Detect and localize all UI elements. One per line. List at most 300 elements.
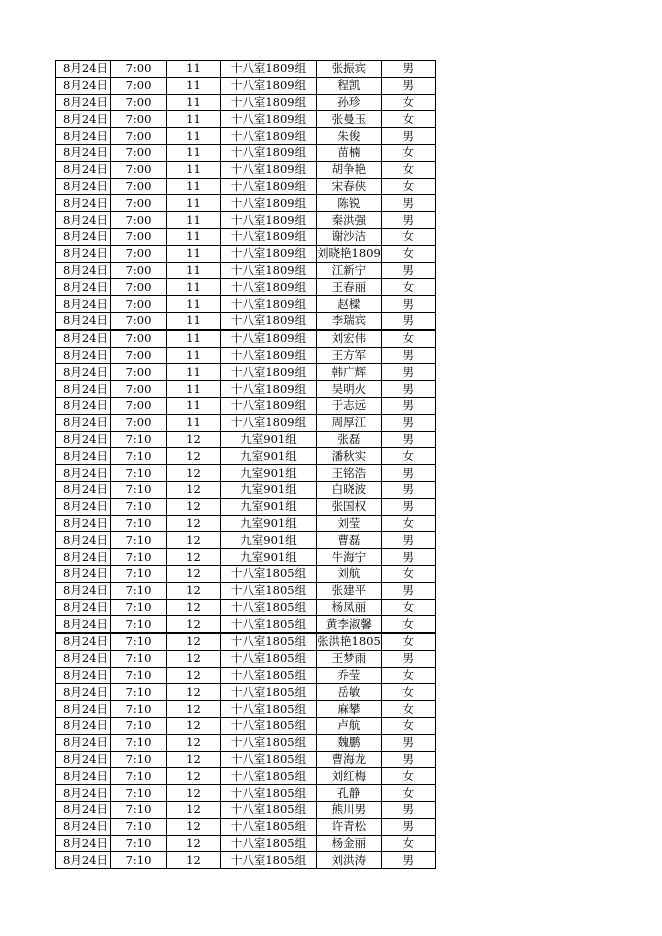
- date-cell: 8月24日: [56, 582, 111, 599]
- gender-cell: 男: [381, 397, 435, 414]
- table-row: [56, 650, 436, 667]
- table-row: [56, 144, 436, 161]
- team-cell: 九室901组: [221, 498, 317, 515]
- time-cell: 7:10: [111, 718, 167, 735]
- date-cell: 8月24日: [56, 498, 111, 515]
- table-row: [56, 330, 436, 347]
- team-cell: 十八室1809组: [221, 330, 317, 347]
- name-cell: 江新宁: [317, 262, 382, 279]
- gender-cell: 男: [381, 347, 435, 364]
- gender-cell: 女: [381, 667, 435, 684]
- team-cell: 十八室1809组: [221, 228, 317, 245]
- gender-cell: 女: [381, 565, 435, 582]
- name-cell: 黄李淑馨: [317, 616, 382, 633]
- time-cell: 7:10: [111, 431, 167, 448]
- team-cell: 十八室1809组: [221, 296, 317, 313]
- date-cell: 8月24日: [56, 835, 111, 852]
- date-cell: 8月24日: [56, 228, 111, 245]
- gender-cell: 女: [381, 768, 435, 785]
- team-cell: 十八室1809组: [221, 178, 317, 195]
- time-cell: 7:10: [111, 835, 167, 852]
- gender-cell: 男: [381, 498, 435, 515]
- group-number-cell: 11: [167, 397, 221, 414]
- group-number-cell: 12: [167, 515, 221, 532]
- time-cell: 7:00: [111, 77, 167, 94]
- table-row: [56, 111, 436, 128]
- date-cell: 8月24日: [56, 818, 111, 835]
- group-number-cell: 11: [167, 128, 221, 145]
- time-cell: 7:10: [111, 481, 167, 498]
- date-cell: 8月24日: [56, 650, 111, 667]
- date-cell: 8月24日: [56, 111, 111, 128]
- name-cell: 杨金丽: [317, 835, 382, 852]
- team-cell: 十八室1809组: [221, 347, 317, 364]
- gender-cell: 男: [381, 582, 435, 599]
- name-cell: 刘宏伟: [317, 330, 382, 347]
- table-row: [56, 818, 436, 835]
- name-cell: 王春丽: [317, 279, 382, 296]
- name-cell: 赵樑: [317, 296, 382, 313]
- time-cell: 7:00: [111, 279, 167, 296]
- time-cell: 7:10: [111, 515, 167, 532]
- gender-cell: 女: [381, 835, 435, 852]
- time-cell: 7:10: [111, 785, 167, 802]
- name-cell: 许青松: [317, 818, 382, 835]
- time-cell: 7:00: [111, 296, 167, 313]
- gender-cell: 男: [381, 312, 435, 329]
- gender-cell: 男: [381, 381, 435, 398]
- schedule-table: [55, 60, 436, 869]
- team-cell: 十八室1809组: [221, 161, 317, 178]
- name-cell: 张洪艳1805: [317, 634, 381, 649]
- team-cell: 十八室1809组: [221, 414, 317, 431]
- table-row: [56, 616, 436, 633]
- date-cell: 8月24日: [56, 212, 111, 229]
- date-cell: 8月24日: [56, 802, 111, 819]
- time-cell: 7:10: [111, 802, 167, 819]
- name-cell: 王方军: [317, 347, 382, 364]
- table-row: [56, 414, 436, 431]
- team-cell: 十八室1809组: [221, 212, 317, 229]
- time-cell: 7:10: [111, 852, 167, 869]
- date-cell: 8月24日: [56, 633, 111, 650]
- group-number-cell: 12: [167, 481, 221, 498]
- time-cell: 7:00: [111, 94, 167, 111]
- group-number-cell: 11: [167, 279, 221, 296]
- name-cell: 曹海龙: [317, 751, 382, 768]
- name-cell: 于志远: [317, 397, 382, 414]
- name-cell: 张曼玉: [317, 111, 382, 128]
- team-cell: 十八室1809组: [221, 77, 317, 94]
- gender-cell: 女: [381, 161, 435, 178]
- time-cell: 7:00: [111, 381, 167, 398]
- team-cell: 十八室1809组: [221, 195, 317, 212]
- team-cell: 十八室1805组: [221, 802, 317, 819]
- table-row: [56, 633, 436, 650]
- group-number-cell: 11: [167, 77, 221, 94]
- date-cell: 8月24日: [56, 448, 111, 465]
- group-number-cell: 11: [167, 296, 221, 313]
- time-cell: 7:10: [111, 616, 167, 633]
- group-number-cell: 12: [167, 599, 221, 616]
- table-row: [56, 582, 436, 599]
- group-number-cell: 12: [167, 431, 221, 448]
- name-cell: 卢航: [317, 718, 382, 735]
- table-row: [56, 296, 436, 313]
- group-number-cell: 12: [167, 701, 221, 718]
- group-number-cell: 12: [167, 785, 221, 802]
- table-row: [56, 397, 436, 414]
- name-cell: 刘莹: [317, 515, 382, 532]
- group-number-cell: 12: [167, 768, 221, 785]
- name-cell: 朱俊: [317, 128, 382, 145]
- date-cell: 8月24日: [56, 599, 111, 616]
- time-cell: 7:00: [111, 161, 167, 178]
- group-number-cell: 11: [167, 347, 221, 364]
- group-number-cell: 12: [167, 818, 221, 835]
- table-row: [56, 279, 436, 296]
- gender-cell: 女: [381, 785, 435, 802]
- group-number-cell: 11: [167, 228, 221, 245]
- date-cell: 8月24日: [56, 852, 111, 869]
- table-row: [56, 347, 436, 364]
- name-cell: 白晓波: [317, 481, 382, 498]
- date-cell: 8月24日: [56, 431, 111, 448]
- name-cell: 宋春侠: [317, 178, 382, 195]
- team-cell: 九室901组: [221, 532, 317, 549]
- gender-cell: 女: [381, 94, 435, 111]
- table-row: [56, 262, 436, 279]
- table-row: [56, 128, 436, 145]
- gender-cell: 女: [381, 144, 435, 161]
- team-cell: 十八室1809组: [221, 111, 317, 128]
- time-cell: 7:00: [111, 347, 167, 364]
- gender-cell: 男: [381, 852, 435, 869]
- team-cell: 十八室1805组: [221, 718, 317, 735]
- date-cell: 8月24日: [56, 616, 111, 633]
- group-number-cell: 12: [167, 633, 221, 650]
- group-number-cell: 11: [167, 111, 221, 128]
- team-cell: 九室901组: [221, 465, 317, 482]
- time-cell: 7:10: [111, 650, 167, 667]
- date-cell: 8月24日: [56, 312, 111, 329]
- name-cell: 杨凤丽: [317, 599, 382, 616]
- date-cell: 8月24日: [56, 128, 111, 145]
- group-number-cell: 11: [167, 364, 221, 381]
- time-cell: 7:00: [111, 61, 167, 78]
- table-row: [56, 195, 436, 212]
- group-number-cell: 12: [167, 835, 221, 852]
- team-cell: 九室901组: [221, 431, 317, 448]
- name-cell: 张国权: [317, 498, 382, 515]
- table-row: [56, 364, 436, 381]
- time-cell: 7:10: [111, 448, 167, 465]
- team-cell: 十八室1805组: [221, 599, 317, 616]
- team-cell: 十八室1805组: [221, 565, 317, 582]
- table-row: [56, 599, 436, 616]
- time-cell: 7:10: [111, 701, 167, 718]
- table-row: [56, 785, 436, 802]
- gender-cell: 女: [381, 515, 435, 532]
- gender-cell: 女: [381, 178, 435, 195]
- date-cell: 8月24日: [56, 565, 111, 582]
- name-cell: 岳敏: [317, 684, 382, 701]
- date-cell: 8月24日: [56, 532, 111, 549]
- gender-cell: 女: [381, 718, 435, 735]
- team-cell: 十八室1809组: [221, 397, 317, 414]
- date-cell: 8月24日: [56, 734, 111, 751]
- table-row: [56, 751, 436, 768]
- name-cell: 牛海宁: [317, 549, 382, 566]
- team-cell: 十八室1805组: [221, 684, 317, 701]
- gender-cell: 男: [381, 364, 435, 381]
- name-cell: 胡争艳: [317, 161, 382, 178]
- table-row: [56, 312, 436, 329]
- gender-cell: 男: [381, 77, 435, 94]
- team-cell: 十八室1805组: [221, 818, 317, 835]
- group-number-cell: 11: [167, 94, 221, 111]
- name-cell: 潘秋实: [317, 448, 382, 465]
- gender-cell: 女: [381, 701, 435, 718]
- time-cell: 7:00: [111, 312, 167, 329]
- gender-cell: 女: [381, 684, 435, 701]
- table-row: [56, 734, 436, 751]
- table-row: [56, 498, 436, 515]
- date-cell: 8月24日: [56, 751, 111, 768]
- time-cell: 7:10: [111, 751, 167, 768]
- date-cell: 8月24日: [56, 465, 111, 482]
- gender-cell: 男: [381, 734, 435, 751]
- gender-cell: 女: [381, 616, 435, 633]
- name-cell: 李瑞宾: [317, 312, 382, 329]
- time-cell: 7:00: [111, 414, 167, 431]
- group-number-cell: 12: [167, 802, 221, 819]
- gender-cell: 男: [381, 465, 435, 482]
- time-cell: 7:10: [111, 549, 167, 566]
- team-cell: 十八室1809组: [221, 279, 317, 296]
- team-cell: 十八室1805组: [221, 633, 317, 650]
- team-cell: 十八室1809组: [221, 61, 317, 78]
- group-number-cell: 12: [167, 852, 221, 869]
- gender-cell: 女: [381, 245, 435, 262]
- name-cell: 韩广辉: [317, 364, 382, 381]
- date-cell: 8月24日: [56, 397, 111, 414]
- time-cell: 7:10: [111, 633, 167, 650]
- table-row: [56, 245, 436, 262]
- date-cell: 8月24日: [56, 785, 111, 802]
- name-cell: 麻攀: [317, 701, 382, 718]
- name-cell: 曹磊: [317, 532, 382, 549]
- time-cell: 7:10: [111, 667, 167, 684]
- name-cell: 陈锐: [317, 195, 382, 212]
- time-cell: 7:00: [111, 195, 167, 212]
- table-row: [56, 228, 436, 245]
- group-number-cell: 11: [167, 61, 221, 78]
- table-row: [56, 852, 436, 869]
- table-row: [56, 161, 436, 178]
- time-cell: 7:00: [111, 228, 167, 245]
- gender-cell: 男: [381, 296, 435, 313]
- group-number-cell: 11: [167, 381, 221, 398]
- date-cell: 8月24日: [56, 77, 111, 94]
- gender-cell: 男: [381, 61, 435, 78]
- group-number-cell: 11: [167, 161, 221, 178]
- name-cell: 王铭浩: [317, 465, 382, 482]
- gender-cell: 女: [381, 279, 435, 296]
- group-number-cell: 11: [167, 178, 221, 195]
- team-cell: 十八室1809组: [221, 381, 317, 398]
- gender-cell: 男: [381, 212, 435, 229]
- gender-cell: 男: [381, 414, 435, 431]
- table-row: [56, 178, 436, 195]
- group-number-cell: 12: [167, 582, 221, 599]
- gender-cell: 男: [381, 802, 435, 819]
- table-row: [56, 481, 436, 498]
- time-cell: 7:10: [111, 565, 167, 582]
- date-cell: 8月24日: [56, 279, 111, 296]
- date-cell: 8月24日: [56, 481, 111, 498]
- name-cell: 吴明火: [317, 381, 382, 398]
- gender-cell: 男: [381, 818, 435, 835]
- date-cell: 8月24日: [56, 245, 111, 262]
- group-number-cell: 11: [167, 414, 221, 431]
- team-cell: 十八室1805组: [221, 785, 317, 802]
- gender-cell: 男: [381, 532, 435, 549]
- table-row: [56, 61, 436, 78]
- time-cell: 7:10: [111, 768, 167, 785]
- team-cell: 十八室1805组: [221, 768, 317, 785]
- team-cell: 十八室1805组: [221, 734, 317, 751]
- name-cell: 刘晓艳1809: [317, 246, 381, 261]
- date-cell: 8月24日: [56, 718, 111, 735]
- name-cell: 魏鹏: [317, 734, 382, 751]
- name-cell: 刘红梅: [317, 768, 382, 785]
- group-number-cell: 12: [167, 734, 221, 751]
- gender-cell: 女: [381, 633, 435, 650]
- group-number-cell: 11: [167, 245, 221, 262]
- name-cell: 程凯: [317, 77, 382, 94]
- table-row: [56, 701, 436, 718]
- time-cell: 7:10: [111, 818, 167, 835]
- team-cell: 十八室1809组: [221, 262, 317, 279]
- date-cell: 8月24日: [56, 144, 111, 161]
- time-cell: 7:10: [111, 582, 167, 599]
- team-cell: 十八室1809组: [221, 128, 317, 145]
- group-number-cell: 12: [167, 751, 221, 768]
- table-row: [56, 768, 436, 785]
- date-cell: 8月24日: [56, 414, 111, 431]
- group-number-cell: 12: [167, 718, 221, 735]
- gender-cell: 女: [381, 448, 435, 465]
- table-row: [56, 465, 436, 482]
- team-cell: 十八室1809组: [221, 364, 317, 381]
- table-row: [56, 802, 436, 819]
- time-cell: 7:00: [111, 397, 167, 414]
- group-number-cell: 12: [167, 684, 221, 701]
- team-cell: 十八室1805组: [221, 650, 317, 667]
- name-cell: 王梦雨: [317, 650, 382, 667]
- name-cell: 张振宾: [317, 61, 382, 78]
- gender-cell: 男: [381, 431, 435, 448]
- date-cell: 8月24日: [56, 330, 111, 347]
- time-cell: 7:00: [111, 144, 167, 161]
- group-number-cell: 11: [167, 330, 221, 347]
- time-cell: 7:10: [111, 498, 167, 515]
- time-cell: 7:10: [111, 599, 167, 616]
- time-cell: 7:10: [111, 465, 167, 482]
- group-number-cell: 12: [167, 532, 221, 549]
- time-cell: 7:00: [111, 178, 167, 195]
- table-row: [56, 77, 436, 94]
- table-row: [56, 431, 436, 448]
- group-number-cell: 11: [167, 144, 221, 161]
- gender-cell: 男: [381, 195, 435, 212]
- team-cell: 十八室1809组: [221, 312, 317, 329]
- gender-cell: 男: [381, 262, 435, 279]
- group-number-cell: 12: [167, 616, 221, 633]
- table-row: [56, 94, 436, 111]
- table-row: [56, 448, 436, 465]
- team-cell: 十八室1805组: [221, 582, 317, 599]
- name-cell: 秦洪强: [317, 212, 382, 229]
- gender-cell: 男: [381, 549, 435, 566]
- group-number-cell: 12: [167, 667, 221, 684]
- group-number-cell: 12: [167, 549, 221, 566]
- gender-cell: 女: [381, 111, 435, 128]
- team-cell: 十八室1805组: [221, 701, 317, 718]
- time-cell: 7:00: [111, 212, 167, 229]
- team-cell: 十八室1809组: [221, 144, 317, 161]
- gender-cell: 女: [381, 599, 435, 616]
- time-cell: 7:00: [111, 245, 167, 262]
- team-cell: 十八室1805组: [221, 667, 317, 684]
- name-cell: 苗楠: [317, 144, 382, 161]
- gender-cell: 女: [381, 228, 435, 245]
- name-cell: 孔静: [317, 785, 382, 802]
- group-number-cell: 11: [167, 212, 221, 229]
- group-number-cell: 11: [167, 195, 221, 212]
- gender-cell: 男: [381, 751, 435, 768]
- date-cell: 8月24日: [56, 61, 111, 78]
- time-cell: 7:00: [111, 128, 167, 145]
- team-cell: 十八室1809组: [221, 94, 317, 111]
- name-cell: 乔莹: [317, 667, 382, 684]
- gender-cell: 男: [381, 650, 435, 667]
- group-number-cell: 11: [167, 262, 221, 279]
- date-cell: 8月24日: [56, 364, 111, 381]
- table-row: [56, 549, 436, 566]
- group-number-cell: 12: [167, 465, 221, 482]
- team-cell: 十八室1809组: [221, 245, 317, 262]
- group-number-cell: 12: [167, 448, 221, 465]
- date-cell: 8月24日: [56, 161, 111, 178]
- name-cell: 孙珍: [317, 94, 382, 111]
- date-cell: 8月24日: [56, 515, 111, 532]
- name-cell: 张建平: [317, 582, 382, 599]
- date-cell: 8月24日: [56, 94, 111, 111]
- table-row: [56, 718, 436, 735]
- date-cell: 8月24日: [56, 549, 111, 566]
- table-row: [56, 565, 436, 582]
- group-number-cell: 11: [167, 312, 221, 329]
- table-row: [56, 835, 436, 852]
- time-cell: 7:00: [111, 364, 167, 381]
- table-row: [56, 532, 436, 549]
- name-cell: 周厚江: [317, 414, 382, 431]
- date-cell: 8月24日: [56, 178, 111, 195]
- name-cell: 谢沙洁: [317, 228, 382, 245]
- group-number-cell: 12: [167, 498, 221, 515]
